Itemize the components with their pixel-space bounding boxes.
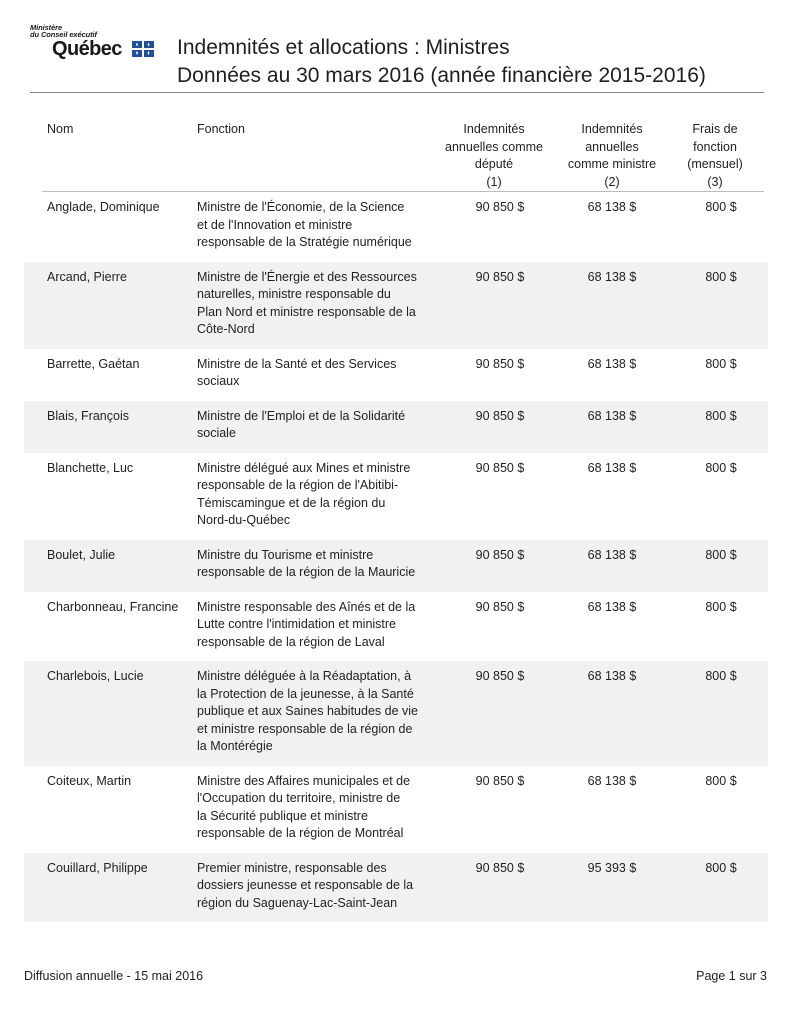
cell-nom: Blanchette, Luc [47, 460, 134, 475]
fonction-line: et ministre responsable de la région de [197, 721, 413, 736]
cell-fonction [197, 199, 433, 252]
fonction-line: Ministre de l'Économie, de la Science [197, 200, 405, 214]
column-header-depute [439, 121, 549, 191]
header-line: Frais de [692, 122, 738, 136]
table-row [24, 453, 768, 540]
fonction-line: publique et aux Saines habitudes de vie [197, 704, 418, 718]
fonction-line: Côte-Nord [197, 322, 255, 336]
cell-nom: Couillard, Philippe [47, 860, 148, 875]
cell-indemnite-ministre: 68 138 $ [587, 773, 637, 788]
logo-ministere-label: Ministère [30, 23, 63, 32]
table-row [24, 540, 768, 592]
cell-nom: Barrette, Gaétan [47, 356, 140, 371]
column-header-frais [682, 121, 748, 191]
cell-frais-fonction: 800 $ [705, 269, 737, 284]
fonction-line: responsable de la Stratégie numérique [197, 235, 412, 249]
cell-nom: Arcand, Pierre [47, 269, 127, 284]
fonction-line: la Protection de la jeunesse, à la Santé [197, 686, 414, 701]
cell-frais-fonction: 800 $ [705, 599, 737, 614]
fonction-line: Ministre responsable des Aînés et de la [197, 599, 416, 614]
header-line: (mensuel) [687, 157, 743, 171]
cell-fonction [197, 356, 433, 391]
table-row [24, 853, 768, 923]
fonction-line: Ministre de la Santé et des Services [197, 356, 397, 371]
fonction-line: Plan Nord et ministre responsable de la [197, 304, 416, 319]
cell-nom: Boulet, Julie [47, 547, 116, 562]
cell-indemnite-ministre: 68 138 $ [587, 356, 637, 371]
cell-indemnite-ministre: 68 138 $ [587, 269, 637, 284]
header-line: annuelles [585, 139, 639, 154]
page-title [177, 34, 706, 90]
cell-indemnite-ministre: 68 138 $ [587, 547, 637, 562]
fonction-line: et de l'Innovation et ministre [197, 217, 353, 232]
cell-frais-fonction: 800 $ [705, 408, 737, 423]
header-line: Indemnités [463, 122, 525, 136]
header-line: Indemnités [581, 122, 643, 136]
cell-indemnite-ministre: 68 138 $ [587, 408, 637, 423]
table-row [24, 192, 768, 262]
cell-nom: Charlebois, Lucie [47, 669, 144, 683]
fonction-line: Lutte contre l'intimidation et ministre [197, 617, 397, 631]
fonction-line: dossiers jeunesse et responsable de la [197, 878, 414, 892]
cell-nom: Coiteux, Martin [47, 773, 132, 788]
cell-frais-fonction: 800 $ [705, 356, 737, 371]
cell-frais-fonction: 800 $ [705, 773, 737, 788]
cell-fonction [197, 408, 433, 443]
fonction-line: Ministre délégué aux Mines et ministre [197, 460, 411, 475]
fonction-line: responsable de la région de Montréal [197, 826, 404, 840]
cell-frais-fonction: 800 $ [705, 547, 737, 562]
fonction-line: la Montérégie [197, 739, 273, 753]
cell-frais-fonction: 800 $ [705, 460, 737, 475]
quebec-logo [30, 22, 158, 62]
cell-indemnite-depute: 90 850 $ [475, 356, 525, 371]
column-header-nom: Nom [47, 122, 74, 136]
cell-indemnite-depute: 90 850 $ [475, 860, 525, 875]
fonction-line: sociale [197, 426, 236, 440]
table-body [24, 192, 768, 922]
header-line: (2) [604, 174, 620, 189]
logo-conseil-label: du Conseil exécutif [30, 30, 97, 39]
fleur-de-lys-flag-icon [132, 41, 154, 57]
fonction-line: Ministre de l'Emploi et de la Solidarité [197, 408, 406, 423]
cell-indemnite-ministre: 68 138 $ [587, 200, 637, 214]
cell-fonction [197, 860, 433, 913]
cell-indemnite-depute: 90 850 $ [475, 460, 525, 475]
table-header [42, 118, 764, 192]
header-line: (1) [486, 174, 502, 189]
cell-nom: Anglade, Dominique [47, 200, 160, 214]
fonction-line: Ministre du Tourisme et ministre [197, 547, 374, 562]
fonction-line: responsable de la région de la Mauricie [197, 565, 416, 579]
fonction-line: région du Saguenay-Lac-Saint-Jean [197, 895, 398, 910]
fonction-line: la Sécurité publique et ministre [197, 808, 368, 823]
fonction-line: Témiscamingue et de la région du [197, 495, 386, 510]
cell-indemnite-ministre: 95 393 $ [587, 860, 637, 875]
cell-indemnite-depute: 90 850 $ [475, 599, 525, 614]
title-line-2: Données au 30 mars 2016 (année financière 2015-2016) [177, 64, 706, 87]
fonction-line: responsable de la région de l'Abitibi- [197, 478, 399, 492]
cell-fonction [197, 668, 433, 756]
cell-fonction [197, 773, 433, 843]
fonction-line: sociaux [197, 374, 240, 388]
ministers-table [24, 118, 768, 922]
cell-frais-fonction: 800 $ [705, 860, 737, 875]
table-row [24, 262, 768, 349]
fonction-line: l'Occupation du territoire, ministre de [197, 791, 401, 805]
title-line-1: Indemnités et allocations : Ministres [177, 36, 510, 59]
cell-fonction [197, 269, 433, 339]
fonction-line: responsable de la région de Laval [197, 634, 385, 649]
fonction-line: Ministre déléguée à la Réadaptation, à [197, 669, 412, 683]
header-line: comme ministre [567, 157, 657, 171]
cell-indemnite-depute: 90 850 $ [475, 269, 525, 284]
cell-nom: Blais, François [47, 408, 129, 423]
cell-indemnite-depute: 90 850 $ [475, 408, 525, 423]
header-line: fonction [693, 139, 737, 154]
cell-fonction [197, 460, 433, 530]
title-divider [30, 92, 764, 93]
table-row [24, 592, 768, 662]
table-row [24, 349, 768, 401]
footer-page-number: Page 1 sur 3 [696, 969, 767, 983]
cell-indemnite-depute: 90 850 $ [475, 773, 525, 788]
cell-frais-fonction: 800 $ [705, 669, 737, 683]
header-line: (3) [707, 174, 723, 189]
fonction-line: naturelles, ministre responsable du [197, 287, 391, 301]
table-row [24, 766, 768, 853]
column-header-ministre [562, 121, 662, 191]
fonction-line: Ministre des Affaires municipales et de [197, 773, 411, 788]
header-line: annuelles comme [445, 139, 543, 154]
cell-nom: Charbonneau, Francine [47, 599, 179, 614]
footer-diffusion-date: Diffusion annuelle - 15 mai 2016 [24, 969, 204, 983]
cell-indemnite-depute: 90 850 $ [475, 669, 525, 683]
cell-indemnite-depute: 90 850 $ [475, 200, 525, 214]
logo-quebec-wordmark: Québec [52, 38, 122, 60]
column-header-fonction: Fonction [197, 122, 245, 136]
cell-fonction [197, 547, 433, 582]
fonction-line: Premier ministre, responsable des [197, 860, 387, 875]
fonction-line: Ministre de l'Énergie et des Ressources [197, 269, 417, 284]
cell-fonction [197, 599, 433, 652]
cell-indemnite-ministre: 68 138 $ [587, 669, 637, 683]
cell-indemnite-depute: 90 850 $ [475, 547, 525, 562]
cell-indemnite-ministre: 68 138 $ [587, 599, 637, 614]
cell-indemnite-ministre: 68 138 $ [587, 460, 637, 475]
table-row [24, 661, 768, 766]
table-row [24, 401, 768, 453]
cell-frais-fonction: 800 $ [705, 200, 737, 214]
fonction-line: Nord-du-Québec [197, 513, 291, 527]
header-line: député [474, 157, 514, 171]
